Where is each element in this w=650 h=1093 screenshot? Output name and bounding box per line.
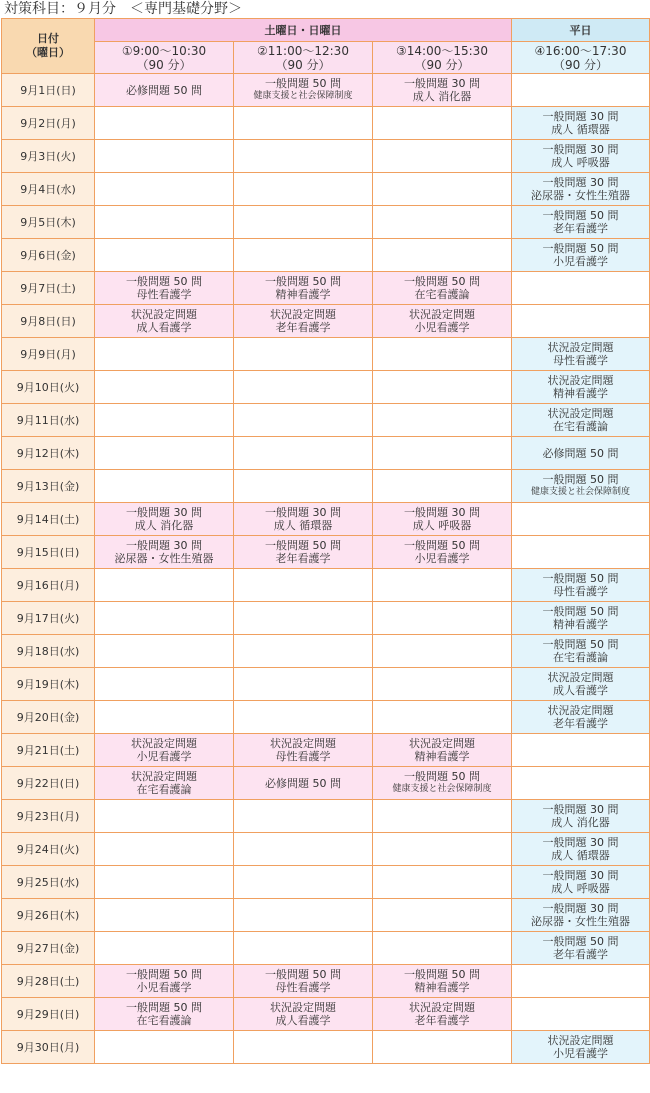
date-cell: 9月20日(金) <box>2 701 95 734</box>
schedule-cell <box>234 338 373 371</box>
slot-duration: （90 分） <box>414 57 470 72</box>
header-row-groups <box>2 19 650 42</box>
schedule-cell <box>373 536 512 569</box>
date-cell: 9月11日(水) <box>2 404 95 437</box>
table-row <box>2 635 650 668</box>
header-row-slots <box>2 42 650 74</box>
schedule-cell <box>234 371 373 404</box>
table-row <box>2 140 650 173</box>
question-type: 一般問題 50 問 <box>265 275 341 288</box>
question-type: 一般問題 50 問 <box>542 473 619 486</box>
date-cell: 9月18日(水) <box>2 635 95 668</box>
schedule-cell <box>234 437 373 470</box>
table-row <box>2 701 650 734</box>
subject: 小児看護学 <box>553 1047 608 1060</box>
date-cell: 9月27日(金) <box>2 932 95 965</box>
schedule-cell <box>234 965 373 998</box>
slot-duration: （90 分） <box>552 57 609 72</box>
schedule-cell <box>512 437 650 470</box>
slot-duration: （90 分） <box>275 57 331 72</box>
question-type: 状況設定問題 <box>409 737 475 750</box>
schedule-cell <box>512 404 650 437</box>
schedule-cell <box>512 272 650 305</box>
subject: 成人 消化器 <box>412 90 472 103</box>
subject: 泌尿器・女性生殖器 <box>114 552 214 565</box>
schedule-cell <box>512 701 650 734</box>
page-title: 対策科目：９月分 ＜専門基礎分野＞ <box>4 1 242 17</box>
subject: 成人 循環器 <box>551 123 610 136</box>
subject: 精神看護学 <box>275 288 331 301</box>
schedule-cell <box>95 569 234 602</box>
schedule-cell <box>234 305 373 338</box>
date-cell: 9月15日(日) <box>2 536 95 569</box>
subject: 成人看護学 <box>136 321 192 334</box>
schedule-cell <box>95 371 234 404</box>
schedule-cell <box>373 866 512 899</box>
question-type: 状況設定問題 <box>547 341 614 354</box>
question-type: 状況設定問題 <box>270 308 336 321</box>
schedule-cell <box>95 305 234 338</box>
question-type: 一般問題 30 問 <box>542 110 619 123</box>
question-type: 一般問題 30 問 <box>126 539 202 552</box>
table-row <box>2 239 650 272</box>
weekday-group-header: 平日 <box>512 19 650 42</box>
subject: 精神看護学 <box>553 387 608 400</box>
date-cell: 9月3日(火) <box>2 140 95 173</box>
subject: 母性看護学 <box>275 750 331 763</box>
schedule-cell <box>234 767 373 800</box>
schedule-cell <box>373 899 512 932</box>
date-cell: 9月7日(土) <box>2 272 95 305</box>
table-row <box>2 437 650 470</box>
schedule-cell <box>373 206 512 239</box>
subject: 小児看護学 <box>553 255 608 268</box>
table-row <box>2 338 650 371</box>
schedule-cell <box>95 734 234 767</box>
table-row <box>2 404 650 437</box>
question-type: 一般問題 50 問 <box>542 572 619 585</box>
date-cell: 9月21日(土) <box>2 734 95 767</box>
table-row <box>2 569 650 602</box>
schedule-cell <box>512 239 650 272</box>
question-type: 一般問題 50 問 <box>126 1001 202 1014</box>
subject: 成人 循環器 <box>551 849 610 862</box>
schedule-cell <box>512 899 650 932</box>
schedule-cell <box>512 74 650 107</box>
schedule-cell <box>373 569 512 602</box>
question-type: 状況設定問題 <box>547 704 614 717</box>
schedule-cell <box>373 701 512 734</box>
date-cell: 9月25日(水) <box>2 866 95 899</box>
schedule-cell <box>234 833 373 866</box>
schedule-cell <box>373 239 512 272</box>
subject: 在宅看護論 <box>136 1014 192 1027</box>
schedule-cell <box>512 371 650 404</box>
schedule-cell <box>373 503 512 536</box>
question-type: 状況設定問題 <box>131 770 197 783</box>
schedule-cell <box>234 173 373 206</box>
schedule-body <box>2 74 650 1064</box>
subject: 老年看護学 <box>275 321 331 334</box>
subject: 成人 呼吸器 <box>551 882 610 895</box>
schedule-cell <box>234 998 373 1031</box>
table-row <box>2 173 650 206</box>
schedule-cell <box>373 404 512 437</box>
table-row <box>2 932 650 965</box>
schedule-cell <box>234 899 373 932</box>
question-type: 一般問題 30 問 <box>404 506 480 519</box>
schedule-cell <box>512 305 650 338</box>
schedule-cell <box>95 866 234 899</box>
subject: 老年看護学 <box>553 717 608 730</box>
schedule-cell <box>373 1031 512 1064</box>
schedule-cell <box>234 602 373 635</box>
schedule-cell <box>234 536 373 569</box>
schedule-cell <box>234 701 373 734</box>
date-cell: 9月19日(木) <box>2 668 95 701</box>
table-row <box>2 107 650 140</box>
table-row <box>2 1031 650 1064</box>
question-type: 状況設定問題 <box>547 1034 614 1047</box>
schedule-cell <box>512 140 650 173</box>
question-type: 一般問題 50 問 <box>126 275 202 288</box>
schedule-cell <box>234 866 373 899</box>
schedule-cell <box>373 668 512 701</box>
table-row <box>2 503 650 536</box>
date-cell: 9月1日(日) <box>2 74 95 107</box>
question-type: 一般問題 50 問 <box>404 968 480 981</box>
schedule-cell <box>512 635 650 668</box>
question-type: 一般問題 50 問 <box>265 77 341 90</box>
schedule-cell <box>373 767 512 800</box>
schedule-cell <box>373 998 512 1031</box>
table-row <box>2 536 650 569</box>
date-cell: 9月6日(金) <box>2 239 95 272</box>
table-row <box>2 602 650 635</box>
schedule-cell <box>95 272 234 305</box>
question-type: 一般問題 50 問 <box>265 968 341 981</box>
schedule-cell <box>512 206 650 239</box>
subject: 成人 消化器 <box>551 816 610 829</box>
slot-time: ②11:00〜12:30 <box>257 43 349 58</box>
date-cell: 9月24日(火) <box>2 833 95 866</box>
schedule-cell <box>95 239 234 272</box>
subject: 老年看護学 <box>275 552 331 565</box>
schedule-cell <box>373 338 512 371</box>
weekday-header-label: （曜日） <box>26 46 70 59</box>
schedule-cell <box>95 833 234 866</box>
question-type: 一般問題 30 問 <box>542 902 619 915</box>
schedule-cell <box>95 602 234 635</box>
subject: 老年看護学 <box>414 1014 470 1027</box>
schedule-cell <box>95 173 234 206</box>
date-cell: 9月2日(月) <box>2 107 95 140</box>
schedule-cell <box>373 635 512 668</box>
schedule-cell <box>95 470 234 503</box>
schedule-cell <box>234 503 373 536</box>
question-type: 一般問題 50 問 <box>542 935 619 948</box>
schedule-cell <box>373 932 512 965</box>
table-row <box>2 965 650 998</box>
date-cell: 9月4日(水) <box>2 173 95 206</box>
schedule-cell <box>512 503 650 536</box>
question-type: 一般問題 50 問 <box>542 209 619 222</box>
subject: 泌尿器・女性生殖器 <box>531 915 630 928</box>
schedule-cell <box>95 1031 234 1064</box>
schedule-cell <box>234 668 373 701</box>
schedule-cell <box>373 734 512 767</box>
date-cell: 9月14日(土) <box>2 503 95 536</box>
schedule-cell <box>512 107 650 140</box>
schedule-cell <box>512 470 650 503</box>
subject: 健康支援と社会保障制度 <box>392 784 492 794</box>
schedule-cell <box>512 1031 650 1064</box>
schedule-cell <box>512 569 650 602</box>
schedule-cell <box>512 734 650 767</box>
slot-header-4 <box>512 42 650 74</box>
date-cell: 9月30日(月) <box>2 1031 95 1064</box>
subject: 成人 消化器 <box>134 519 194 532</box>
schedule-cell <box>95 74 234 107</box>
schedule-cell <box>512 173 650 206</box>
subject: 健康支援と社会保障制度 <box>253 91 353 101</box>
question-type: 一般問題 50 問 <box>404 275 480 288</box>
schedule-cell <box>234 107 373 140</box>
schedule-cell <box>512 932 650 965</box>
date-cell: 9月8日(日) <box>2 305 95 338</box>
schedule-cell <box>234 569 373 602</box>
schedule-cell <box>512 965 650 998</box>
subject: 小児看護学 <box>136 750 192 763</box>
subject: 成人 呼吸器 <box>551 156 610 169</box>
schedule-cell <box>373 305 512 338</box>
schedule-cell <box>373 833 512 866</box>
question-type: 状況設定問題 <box>409 308 475 321</box>
schedule-cell <box>95 800 234 833</box>
schedule-cell <box>95 701 234 734</box>
table-row <box>2 866 650 899</box>
subject: 成人看護学 <box>275 1014 331 1027</box>
schedule-cell <box>234 404 373 437</box>
schedule-cell <box>234 239 373 272</box>
schedule-cell <box>512 833 650 866</box>
date-cell: 9月9日(月) <box>2 338 95 371</box>
table-row <box>2 998 650 1031</box>
subject: 小児看護学 <box>136 981 192 994</box>
schedule-cell <box>373 272 512 305</box>
schedule-table <box>1 18 650 1064</box>
table-row <box>2 767 650 800</box>
subject: 精神看護学 <box>414 750 470 763</box>
schedule-cell <box>95 536 234 569</box>
date-cell: 9月5日(木) <box>2 206 95 239</box>
schedule-cell <box>234 470 373 503</box>
question-type: 必修問題 50 問 <box>265 776 341 790</box>
table-row <box>2 899 650 932</box>
table-row <box>2 206 650 239</box>
schedule-cell <box>373 800 512 833</box>
schedule-cell <box>512 338 650 371</box>
schedule-cell <box>95 437 234 470</box>
slot-time: ①9:00〜10:30 <box>121 43 207 58</box>
date-column-header <box>2 19 95 74</box>
schedule-cell <box>512 536 650 569</box>
subject: 老年看護学 <box>553 948 608 961</box>
schedule-cell <box>234 74 373 107</box>
question-type: 一般問題 50 問 <box>126 968 202 981</box>
schedule-cell <box>373 140 512 173</box>
question-type: 一般問題 50 問 <box>404 770 480 783</box>
slot-header-2 <box>234 42 373 74</box>
question-type: 一般問題 50 問 <box>542 638 619 651</box>
slot-duration: （90 分） <box>136 57 192 72</box>
schedule-cell <box>512 800 650 833</box>
slot-time: ④16:00〜17:30 <box>534 43 627 58</box>
schedule-cell <box>95 965 234 998</box>
subject: 精神看護学 <box>414 981 470 994</box>
table-row <box>2 272 650 305</box>
date-cell: 9月12日(木) <box>2 437 95 470</box>
slot-header-3 <box>373 42 512 74</box>
table-row <box>2 470 650 503</box>
subject: 在宅看護論 <box>136 783 192 796</box>
question-type: 必修問題 50 問 <box>126 83 202 97</box>
date-cell: 9月26日(木) <box>2 899 95 932</box>
question-type: 一般問題 50 問 <box>542 242 619 255</box>
slot-header-1 <box>95 42 234 74</box>
date-cell: 9月28日(土) <box>2 965 95 998</box>
schedule-cell <box>234 140 373 173</box>
date-header-label: 日付 <box>37 32 59 45</box>
subject: 小児看護学 <box>414 552 470 565</box>
subject: 在宅看護論 <box>553 420 608 433</box>
schedule-cell <box>95 503 234 536</box>
question-type: 必修問題 50 問 <box>542 446 619 460</box>
question-type: 状況設定問題 <box>270 737 336 750</box>
schedule-cell <box>95 932 234 965</box>
schedule-cell <box>95 206 234 239</box>
subject: 母性看護学 <box>275 981 331 994</box>
subject: 小児看護学 <box>414 321 470 334</box>
question-type: 一般問題 50 問 <box>265 539 341 552</box>
table-row <box>2 371 650 404</box>
schedule-cell <box>512 668 650 701</box>
date-cell: 9月29日(日) <box>2 998 95 1031</box>
schedule-cell <box>95 107 234 140</box>
question-type: 状況設定問題 <box>547 374 614 387</box>
date-cell: 9月23日(月) <box>2 800 95 833</box>
schedule-cell <box>234 206 373 239</box>
subject: 成人 循環器 <box>273 519 333 532</box>
question-type: 状況設定問題 <box>131 308 197 321</box>
question-type: 状況設定問題 <box>547 407 614 420</box>
subject: 泌尿器・女性生殖器 <box>531 189 630 202</box>
date-cell: 9月10日(火) <box>2 371 95 404</box>
schedule-cell <box>373 602 512 635</box>
schedule-cell <box>512 866 650 899</box>
table-row <box>2 305 650 338</box>
subject: 健康支援と社会保障制度 <box>530 487 630 497</box>
question-type: 一般問題 50 問 <box>542 605 619 618</box>
schedule-cell <box>95 767 234 800</box>
subject: 母性看護学 <box>136 288 192 301</box>
schedule-cell <box>373 74 512 107</box>
date-cell: 9月13日(金) <box>2 470 95 503</box>
schedule-cell <box>512 998 650 1031</box>
subject: 在宅看護論 <box>414 288 470 301</box>
schedule-cell <box>512 767 650 800</box>
schedule-cell <box>373 173 512 206</box>
subject: 母性看護学 <box>553 354 608 367</box>
table-row <box>2 74 650 107</box>
subject: 在宅看護論 <box>553 651 608 664</box>
schedule-cell <box>95 338 234 371</box>
table-row <box>2 800 650 833</box>
date-cell: 9月22日(日) <box>2 767 95 800</box>
question-type: 状況設定問題 <box>547 671 614 684</box>
question-type: 一般問題 30 問 <box>404 77 480 90</box>
schedule-cell <box>234 932 373 965</box>
subject: 母性看護学 <box>553 585 608 598</box>
question-type: 状況設定問題 <box>409 1001 475 1014</box>
schedule-cell <box>95 404 234 437</box>
schedule-cell <box>234 1031 373 1064</box>
table-row <box>2 833 650 866</box>
schedule-cell <box>234 800 373 833</box>
question-type: 一般問題 30 問 <box>126 506 202 519</box>
schedule-cell <box>373 470 512 503</box>
question-type: 一般問題 30 問 <box>542 869 619 882</box>
schedule-cell <box>512 602 650 635</box>
question-type: 一般問題 30 問 <box>265 506 341 519</box>
subject: 老年看護学 <box>553 222 608 235</box>
subject: 精神看護学 <box>553 618 608 631</box>
question-type: 一般問題 30 問 <box>542 803 619 816</box>
weekend-group-header: 土曜日・日曜日 <box>95 19 512 42</box>
schedule-cell <box>234 272 373 305</box>
schedule-cell <box>95 140 234 173</box>
table-row <box>2 734 650 767</box>
question-type: 状況設定問題 <box>270 1001 336 1014</box>
question-type: 状況設定問題 <box>131 737 197 750</box>
schedule-cell <box>373 371 512 404</box>
table-row <box>2 668 650 701</box>
schedule-cell <box>95 998 234 1031</box>
schedule-cell <box>95 668 234 701</box>
schedule-cell <box>95 635 234 668</box>
schedule-cell <box>373 107 512 140</box>
schedule-cell <box>95 899 234 932</box>
date-cell: 9月16日(月) <box>2 569 95 602</box>
slot-time: ③14:00〜15:30 <box>396 43 488 58</box>
question-type: 一般問題 50 問 <box>404 539 480 552</box>
subject: 成人 呼吸器 <box>412 519 472 532</box>
question-type: 一般問題 30 問 <box>542 143 619 156</box>
schedule-cell <box>373 965 512 998</box>
question-type: 一般問題 30 問 <box>542 176 619 189</box>
date-cell: 9月17日(火) <box>2 602 95 635</box>
schedule-cell <box>234 734 373 767</box>
question-type: 一般問題 30 問 <box>542 836 619 849</box>
subject: 成人看護学 <box>553 684 608 697</box>
schedule-cell <box>234 635 373 668</box>
schedule-cell <box>373 437 512 470</box>
